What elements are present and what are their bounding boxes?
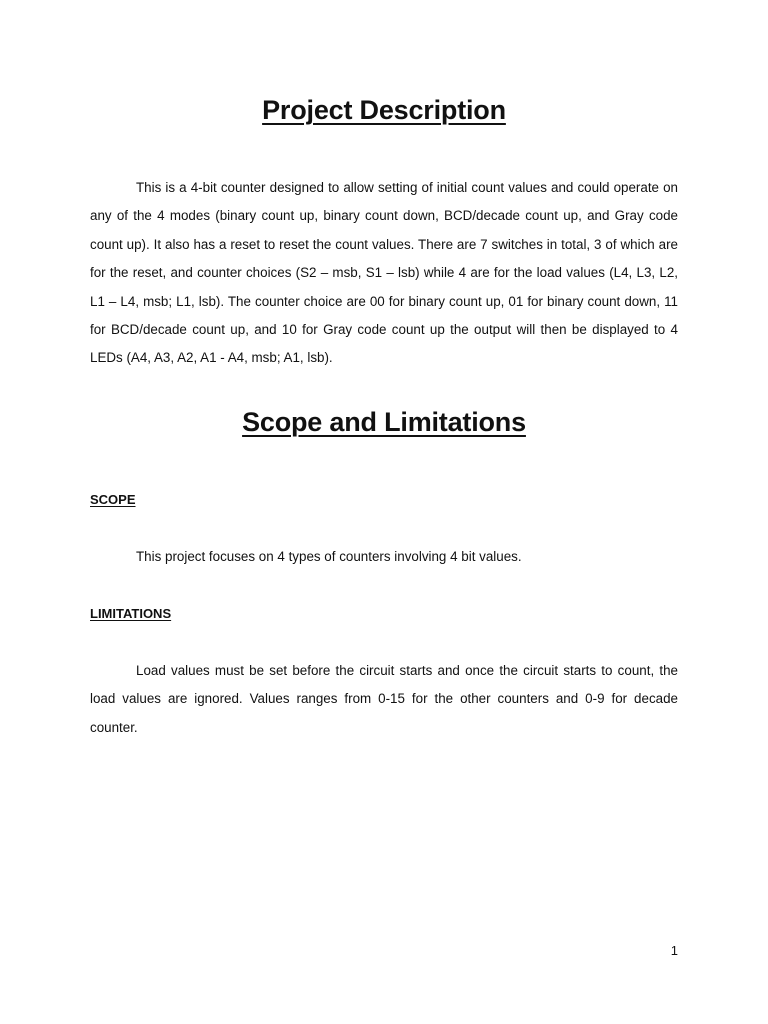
scope-limitations-heading: [0, 407, 768, 438]
project-description-heading: [0, 95, 768, 126]
limitations-paragraph: Load values must be set before the circuit starts and once the circuit starts to count, the load values are ignored. Values ranges from 0-15 for the other counters and 0-9 for decade counter.: [90, 663, 678, 735]
limitations-subheading: LIMITATIONS: [90, 606, 172, 621]
scope-limitations-title: Scope and Limitations: [242, 407, 526, 437]
scope-subheading: SCOPE: [90, 492, 136, 507]
page-number: 1: [670, 943, 678, 958]
project-description-title: Project Description: [262, 95, 506, 125]
scope-paragraph: This project focuses on 4 types of counters involving 4 bit values.: [136, 549, 522, 564]
project-description-paragraph: This is a 4-bit counter designed to allow setting of initial count values and could operate on any of the 4 modes (binary count up, binary count down, BCD/decade count up, and Gray code count up). It also has a reset to reset the count values. There are 7 switches in total, 3 of which are for the reset, and counter choices (S2 – msb, S1 – lsb) while 4 are for the load values (L4, L3, L2, L1 – L4, msb; L1, lsb). The counter choice are 00 for binary count up, 01 for binary count down, 11 for BCD/decade count up, and 10 for Gray code count up the output will then be displayed to 4 LEDs (A4, A3, A2, A1 - A4, msb; A1, lsb).: [90, 180, 678, 366]
